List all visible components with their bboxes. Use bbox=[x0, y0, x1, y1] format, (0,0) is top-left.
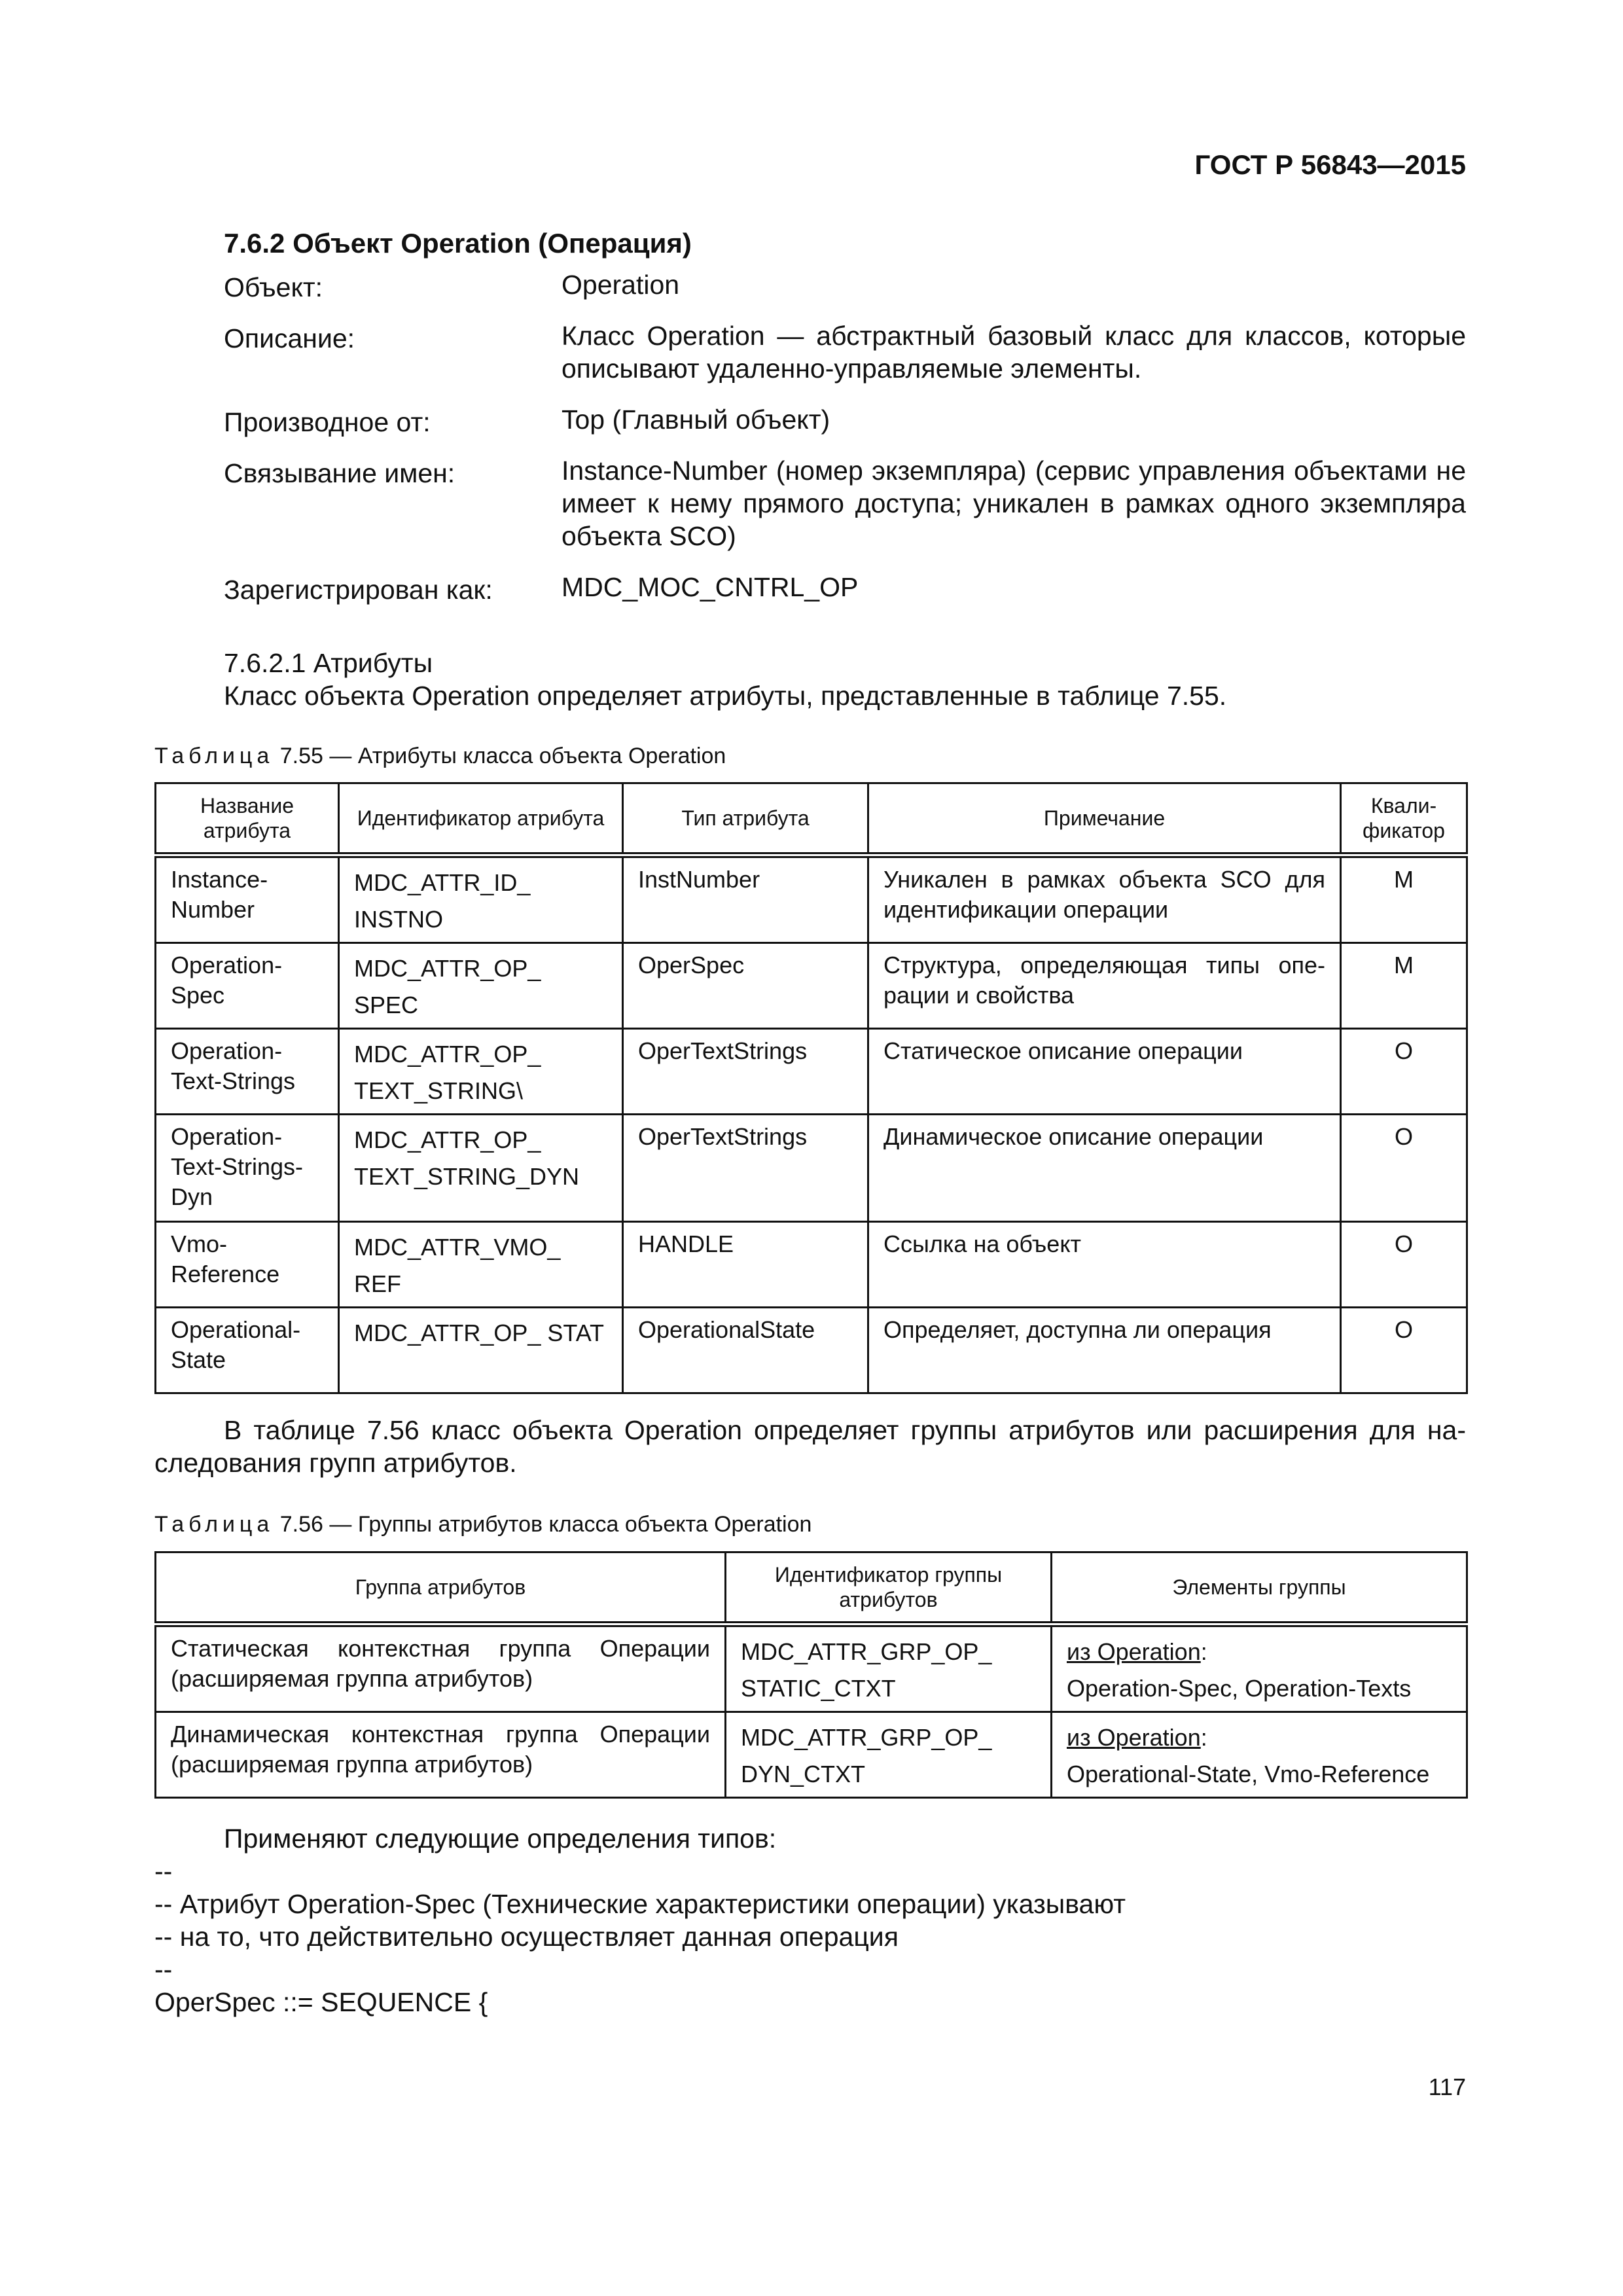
group-elements bbox=[1052, 1624, 1467, 1712]
def-value-name-binding: Instance-Number (номер экземпляра) (сервис управления объектами не имеет к нему прямого доступа; уникален в рамках одного экземпляра объекта SCO) bbox=[562, 456, 1466, 551]
table-row bbox=[156, 1308, 1467, 1393]
attr-note: Динамическое описание операции bbox=[868, 1115, 1341, 1222]
group-name: Динамическая контекстная группа Операции (расширяемая группа атрибутов) bbox=[156, 1712, 726, 1798]
group-elements-list: Operation-Spec, Operation-Texts bbox=[1067, 1675, 1412, 1702]
subsection-title: 7.6.2.1 Атрибуты bbox=[224, 648, 433, 678]
attr-type: InstNumber bbox=[623, 855, 868, 943]
attr-type: HANDLE bbox=[623, 1222, 868, 1308]
table2-header-group: Группа атрибутов bbox=[156, 1552, 726, 1624]
def-label-registered: Зарегистрирован как: bbox=[224, 575, 493, 605]
table2-header-id: Идентификатор группы атрибутов bbox=[726, 1552, 1052, 1624]
def-label-object: Объект: bbox=[224, 272, 323, 302]
def-value-object: Operation bbox=[562, 270, 680, 300]
table1-header-row bbox=[156, 783, 1467, 855]
table1-header-name: Название атрибута bbox=[156, 783, 339, 855]
attr-name: Operation-Text-Strings bbox=[156, 1029, 339, 1115]
table1-header-note: Примечание bbox=[868, 783, 1341, 855]
attr-name: Operation-Spec bbox=[156, 943, 339, 1029]
attr-id: MDC_ATTR_VMO_ REF bbox=[339, 1222, 623, 1308]
group-id: MDC_ATTR_GRP_OP_ DYN_CTXT bbox=[726, 1712, 1052, 1798]
table-row bbox=[156, 1712, 1467, 1798]
groups-paragraph: В таблице 7.56 класс объекта Operation определяет группы атрибутов или расширения для на-следования групп атрибутов. bbox=[154, 1415, 1466, 1478]
group-source-colon: : bbox=[1200, 1638, 1207, 1665]
table-row bbox=[156, 1624, 1467, 1712]
subsection-intro: Класс объекта Operation определяет атрибуты, представленные в таблице 7.55. bbox=[224, 681, 1227, 711]
table1-caption bbox=[154, 744, 726, 769]
attr-name: Instance-Number bbox=[156, 855, 339, 943]
page-number: 117 bbox=[1428, 2073, 1466, 2100]
table2-header-row bbox=[156, 1552, 1467, 1624]
attr-type: OperationalState bbox=[623, 1308, 868, 1393]
attr-type: OperTextStrings bbox=[623, 1115, 868, 1222]
attr-qualifier: O bbox=[1341, 1222, 1467, 1308]
attr-id: MDC_ATTR_ID_ INSTNO bbox=[339, 855, 623, 943]
attr-type: OperTextStrings bbox=[623, 1029, 868, 1115]
def-label-name-binding: Связывание имен: bbox=[224, 458, 455, 488]
section-title: 7.6.2 Объект Operation (Операция) bbox=[224, 228, 692, 259]
table2-caption-word: Таблица bbox=[154, 1512, 274, 1537]
attr-note: Ссылка на объект bbox=[868, 1222, 1341, 1308]
def-value-registered: MDC_MOC_CNTRL_OP bbox=[562, 572, 859, 602]
table1-caption-word: Таблица bbox=[154, 744, 274, 768]
table-row bbox=[156, 1222, 1467, 1308]
table1-caption-text: 7.55 — Атрибуты класса объекта Operation bbox=[274, 744, 726, 768]
table1-header-id: Идентификатор атрибута bbox=[339, 783, 623, 855]
attr-note: Статическое описание операции bbox=[868, 1029, 1341, 1115]
code-line: -- Атрибут Operation-Spec (Технические характеристики операции) указывают bbox=[154, 1889, 1126, 1919]
document-id: ГОСТ Р 56843—2015 bbox=[1194, 149, 1466, 180]
attr-id: MDC_ATTR_OP_ TEXT_STRING_DYN bbox=[339, 1115, 623, 1222]
code-line: -- bbox=[154, 1856, 173, 1886]
attr-note: Уникален в рамках объекта SCO для идентификации операции bbox=[868, 855, 1341, 943]
attr-note: Определяет, доступна ли операция bbox=[868, 1308, 1341, 1393]
code-line: -- на то, что действительно осуществляет данная операция bbox=[154, 1922, 899, 1952]
attribute-groups-table bbox=[154, 1551, 1468, 1799]
code-line: -- bbox=[154, 1954, 173, 1984]
attr-qualifier: O bbox=[1341, 1308, 1467, 1393]
def-label-description: Описание: bbox=[224, 323, 355, 353]
def-label-derived: Производное от: bbox=[224, 407, 431, 437]
def-value-description: Класс Operation — абстрактный базовый класс для классов, которые описывают удаленно-управляемые элементы. bbox=[562, 321, 1466, 384]
table2-caption-text: 7.56 — Группы атрибутов класса объекта Operation bbox=[274, 1512, 812, 1537]
table2-caption bbox=[154, 1512, 812, 1537]
attr-id: MDC_ATTR_OP_ SPEC bbox=[339, 943, 623, 1029]
attr-qualifier: O bbox=[1341, 1029, 1467, 1115]
attributes-table bbox=[154, 782, 1468, 1394]
table-row bbox=[156, 1115, 1467, 1222]
attr-qualifier: M bbox=[1341, 943, 1467, 1029]
group-elements bbox=[1052, 1712, 1467, 1798]
group-elements-list: Operational-State, Vmo-Reference bbox=[1067, 1761, 1430, 1787]
group-name: Статическая контекстная группа Операции (расширяемая группа атрибутов) bbox=[156, 1624, 726, 1712]
def-value-derived: Top (Главный объект) bbox=[562, 404, 830, 435]
table2-header-elements: Элементы группы bbox=[1052, 1552, 1467, 1624]
code-line: OperSpec ::= SEQUENCE { bbox=[154, 1987, 488, 2017]
attr-id: MDC_ATTR_OP_ TEXT_STRING\ bbox=[339, 1029, 623, 1115]
attr-qualifier: O bbox=[1341, 1115, 1467, 1222]
group-source-colon: : bbox=[1200, 1724, 1207, 1751]
attr-note: Структура, определяющая типы опе-рации и свойства bbox=[868, 943, 1341, 1029]
attr-qualifier: M bbox=[1341, 855, 1467, 943]
table-row bbox=[156, 943, 1467, 1029]
group-source: из Operation bbox=[1067, 1724, 1201, 1751]
group-id: MDC_ATTR_GRP_OP_ STATIC_CTXT bbox=[726, 1624, 1052, 1712]
attr-type: OperSpec bbox=[623, 943, 868, 1029]
types-intro: Применяют следующие определения типов: bbox=[224, 1823, 777, 1854]
table-row bbox=[156, 855, 1467, 943]
attr-name: Operation-Text-Strings-Dyn bbox=[156, 1115, 339, 1222]
table1-header-qualifier: Квали-фикатор bbox=[1341, 783, 1467, 855]
group-source: из Operation bbox=[1067, 1638, 1201, 1665]
attr-id: MDC_ATTR_OP_ STAT bbox=[339, 1308, 623, 1393]
table-row bbox=[156, 1029, 1467, 1115]
attr-name: Operational-State bbox=[156, 1308, 339, 1393]
table1-header-type: Тип атрибута bbox=[623, 783, 868, 855]
attr-name: Vmo-Reference bbox=[156, 1222, 339, 1308]
